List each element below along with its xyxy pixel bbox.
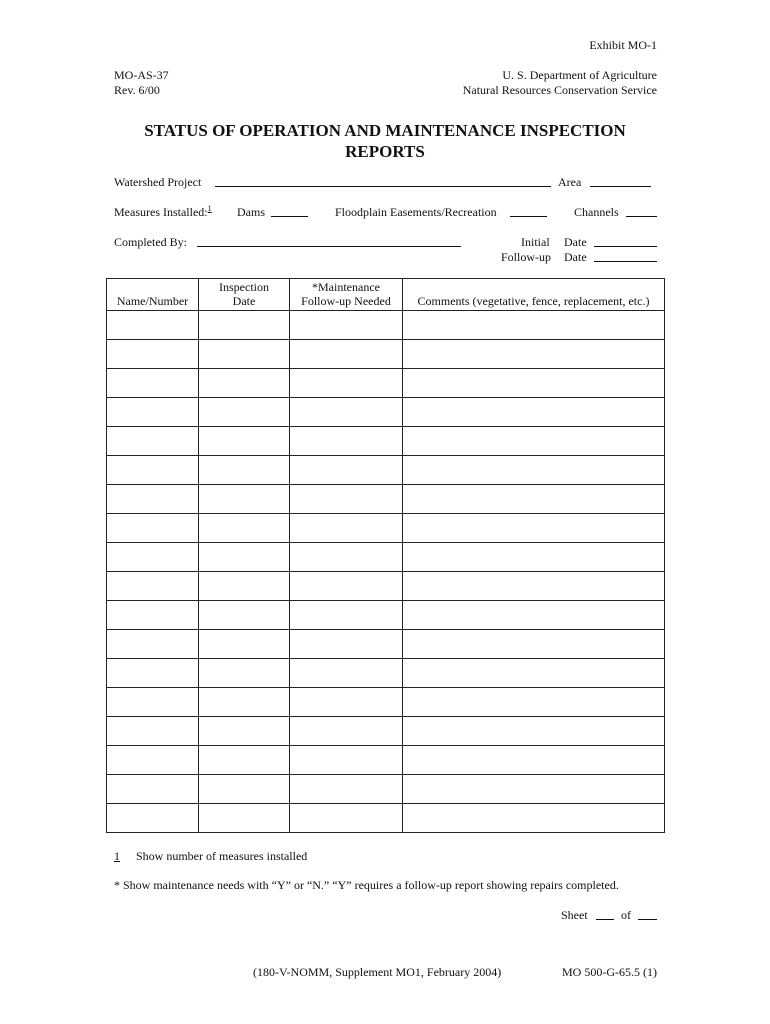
watershed-project-label: Watershed Project [114, 175, 202, 189]
table-header-row [107, 279, 665, 311]
table-cell[interactable] [107, 340, 199, 369]
table-cell[interactable] [403, 630, 665, 659]
channels-field[interactable] [626, 205, 657, 217]
table-body [107, 311, 665, 833]
service-name: Natural Resources Conservation Service [462, 83, 657, 97]
table-cell[interactable] [403, 456, 665, 485]
table-cell[interactable] [107, 514, 199, 543]
table-cell[interactable] [403, 543, 665, 572]
page-title: STATUS OF OPERATION AND MAINTENANCE INSPECTION [144, 121, 626, 140]
channels-label: Channels [574, 205, 619, 219]
table-cell[interactable] [290, 514, 403, 543]
table-cell[interactable] [107, 427, 199, 456]
table-cell[interactable] [107, 746, 199, 775]
col-header-inspection-date [199, 279, 290, 311]
measures-installed-text: Measures Installed: [114, 205, 208, 219]
table-cell[interactable] [107, 630, 199, 659]
table-row [107, 311, 665, 340]
table-cell[interactable] [107, 688, 199, 717]
table-cell[interactable] [290, 398, 403, 427]
follow-up-date-label: Date [564, 250, 587, 264]
table-cell[interactable] [403, 340, 665, 369]
table-cell[interactable] [199, 311, 290, 340]
table-cell[interactable] [403, 746, 665, 775]
table-cell[interactable] [290, 659, 403, 688]
table-cell[interactable] [403, 398, 665, 427]
form-revision: Rev. 6/00 [114, 83, 160, 97]
form-id: MO-AS-37 [114, 68, 169, 82]
table-cell[interactable] [199, 804, 290, 833]
col-header-line1: Inspection [219, 280, 269, 294]
watershed-project-field[interactable] [215, 175, 551, 187]
table-row [107, 746, 665, 775]
table-cell[interactable] [199, 688, 290, 717]
table-cell[interactable] [107, 804, 199, 833]
table-row [107, 543, 665, 572]
table-cell[interactable] [403, 514, 665, 543]
table-cell[interactable] [290, 572, 403, 601]
floodplain-label: Floodplain Easements/Recreation [335, 205, 497, 219]
table-cell[interactable] [403, 659, 665, 688]
table-row [107, 572, 665, 601]
table-cell[interactable] [290, 688, 403, 717]
table-row [107, 398, 665, 427]
table-cell[interactable] [107, 543, 199, 572]
table-cell[interactable] [290, 369, 403, 398]
table-row [107, 485, 665, 514]
table-cell[interactable] [403, 717, 665, 746]
sheet-number-field[interactable] [596, 908, 614, 920]
table-cell[interactable] [290, 427, 403, 456]
table-cell[interactable] [290, 746, 403, 775]
table-cell[interactable] [199, 659, 290, 688]
table-cell[interactable] [290, 804, 403, 833]
table-cell[interactable] [403, 775, 665, 804]
floodplain-field[interactable] [510, 205, 547, 217]
table-cell[interactable] [107, 572, 199, 601]
table-cell[interactable] [403, 601, 665, 630]
table-cell[interactable] [199, 456, 290, 485]
dams-label: Dams [237, 205, 265, 219]
initial-date-label: Date [564, 235, 587, 249]
measures-installed-label [114, 205, 212, 220]
table-cell[interactable] [199, 601, 290, 630]
col-header-maintenance [290, 279, 403, 311]
table-cell[interactable] [199, 369, 290, 398]
table-row [107, 427, 665, 456]
table-row [107, 688, 665, 717]
exhibit-label: Exhibit MO-1 [589, 38, 657, 52]
footnote-ref: 1 [207, 204, 212, 213]
table-cell[interactable] [199, 543, 290, 572]
table-cell[interactable] [107, 659, 199, 688]
table-row [107, 456, 665, 485]
table-cell[interactable] [107, 369, 199, 398]
table-cell[interactable] [403, 485, 665, 514]
agency-name: U. S. Department of Agriculture [502, 68, 657, 82]
inspection-table [106, 278, 665, 833]
table-row [107, 630, 665, 659]
initial-date-field[interactable] [594, 235, 657, 247]
table-cell[interactable] [290, 601, 403, 630]
sheet-label: Sheet [561, 908, 588, 922]
table-row [107, 514, 665, 543]
table-row [107, 601, 665, 630]
table-cell[interactable] [107, 717, 199, 746]
table-row [107, 659, 665, 688]
sheet-of-label: of [621, 908, 631, 922]
table-cell[interactable] [290, 311, 403, 340]
table-cell[interactable] [107, 775, 199, 804]
table-cell[interactable] [403, 572, 665, 601]
col-header-line1: *Maintenance [312, 280, 380, 294]
table-cell[interactable] [290, 340, 403, 369]
completed-by-field[interactable] [197, 235, 461, 247]
footnote-1-text: Show number of measures installed [136, 849, 308, 863]
footnote-number: 1 [114, 849, 120, 863]
table-cell[interactable] [199, 340, 290, 369]
col-header-name-number [107, 279, 199, 311]
table-cell[interactable] [290, 543, 403, 572]
table-cell[interactable] [290, 717, 403, 746]
area-label: Area [558, 175, 582, 189]
col-header-line2: Follow-up Needed [301, 294, 391, 308]
table-cell[interactable] [199, 746, 290, 775]
table-cell[interactable] [107, 311, 199, 340]
follow-up-date-field[interactable] [594, 250, 657, 262]
table-cell[interactable] [107, 456, 199, 485]
col-header-comments [403, 279, 665, 311]
page-title-continued: REPORTS [345, 142, 425, 161]
table-cell[interactable] [107, 398, 199, 427]
col-header-line2: Name/Number [116, 294, 189, 308]
area-field[interactable] [590, 175, 651, 187]
table-row [107, 804, 665, 833]
footer-citation: (180-V-NOMM, Supplement MO1, February 2004) [253, 965, 502, 979]
table-row [107, 369, 665, 398]
table-cell[interactable] [199, 427, 290, 456]
table-cell[interactable] [403, 369, 665, 398]
table-row [107, 340, 665, 369]
table-cell[interactable] [290, 775, 403, 804]
table-cell[interactable] [403, 688, 665, 717]
footer-doc-number: MO 500-G-65.5 (1) [562, 965, 657, 979]
table-row [107, 717, 665, 746]
table-cell[interactable] [290, 630, 403, 659]
table-cell[interactable] [403, 427, 665, 456]
col-header-line2: Comments (vegetative, fence, replacement, etc.) [417, 294, 650, 308]
table-cell[interactable] [199, 514, 290, 543]
table-cell[interactable] [403, 311, 665, 340]
sheet-total-field[interactable] [638, 908, 657, 920]
dams-field[interactable] [271, 205, 308, 217]
initial-label: Initial [521, 235, 550, 249]
col-header-line2: Date [232, 294, 256, 308]
table-cell[interactable] [403, 804, 665, 833]
table-cell[interactable] [199, 775, 290, 804]
table-cell[interactable] [199, 630, 290, 659]
table-cell[interactable] [107, 601, 199, 630]
table-row [107, 775, 665, 804]
table-cell[interactable] [199, 398, 290, 427]
table-cell[interactable] [199, 485, 290, 514]
table-cell[interactable] [199, 717, 290, 746]
table-cell[interactable] [290, 456, 403, 485]
table-cell[interactable] [199, 572, 290, 601]
table-cell[interactable] [290, 485, 403, 514]
completed-by-label: Completed By: [114, 235, 187, 249]
follow-up-label: Follow-up [501, 250, 552, 264]
footnote-2-text: * Show maintenance needs with “Y” or “N.” “Y” requires a follow-up report showing repairs completed. [114, 878, 619, 892]
table-cell[interactable] [107, 485, 199, 514]
